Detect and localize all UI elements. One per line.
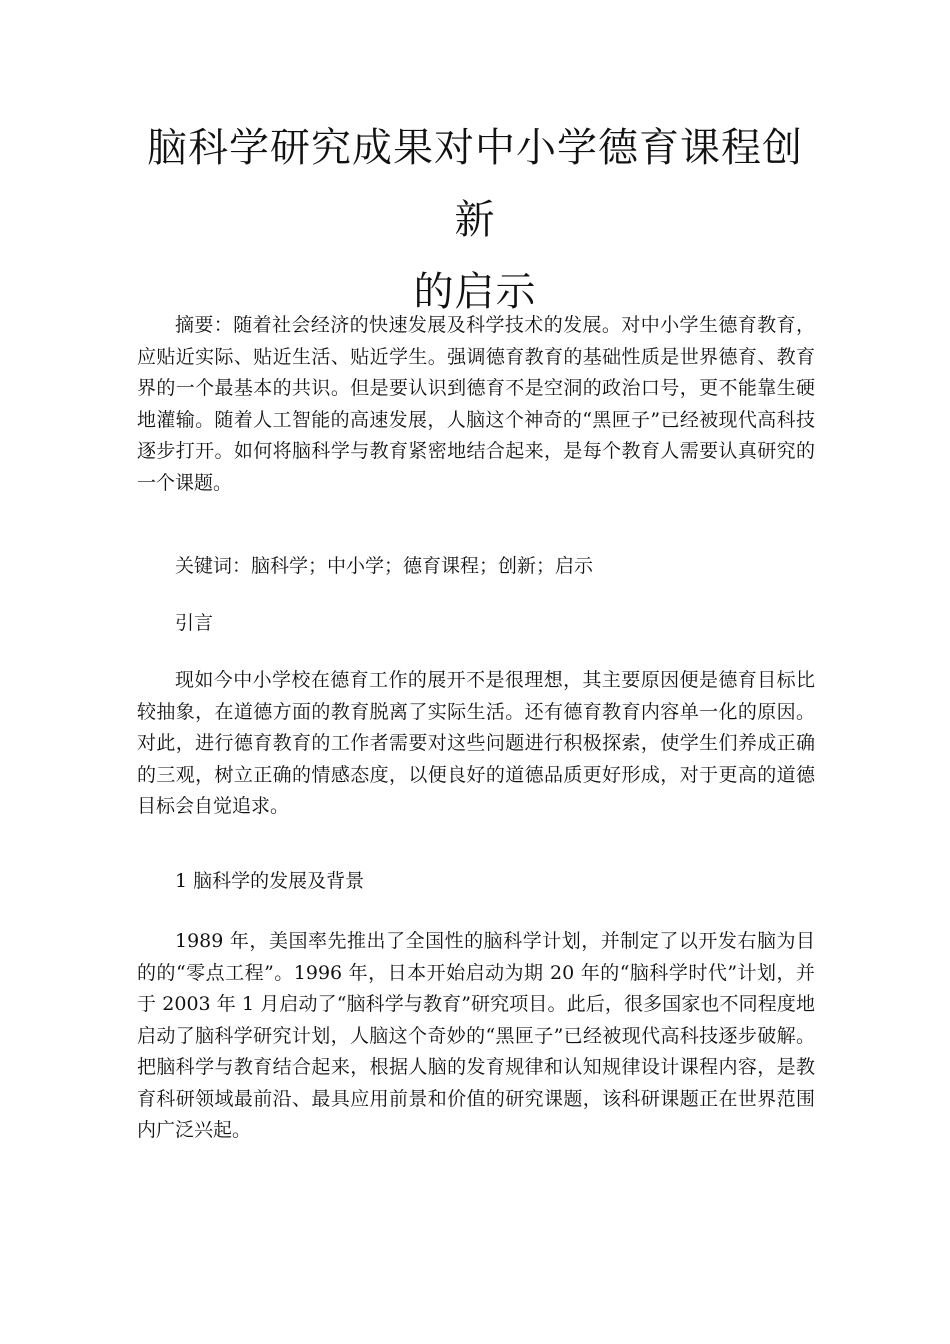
intro-heading: 引言 [175, 612, 214, 634]
title-line-1: 脑科学研究成果对中小学德育课程创新 [147, 125, 803, 243]
intro-paragraph: 现如今中小学校在德育工作的展开不是很理想，其主要原因便是德育目标比较抽象，在道德方面的教育脱离了实际生活。还有德育教育内容单一化的原因。对此，进行德育教育的工作者需要对这些问题进行积极探索，使学生们养成正确的三观，树立正确的情感态度，以便良好的道德品质更好形成，对于更高的道德目标会自觉追求。 [137, 669, 815, 817]
section-1-paragraph: 1989 年，美国率先推出了全国性的脑科学计划，并制定了以开发右脑为目的的“零点工程”。1996 年，日本开始启动为期 20 年的“脑科学时代”计划，并于 2003 年 1 月启动了“脑科学与教育”研究项目。此后，很多国家也不同程度地启动了脑科学研究计划，人脑这个奇妙的“黑匣子”已经被现代高科技逐步破解。把脑科学与教育结合起来，根据人脑的发育规律和认知规律设计课程内容，是教育科研领域最前沿、最具应用前景和价值的研究课题，该科研课题正在世界范围内广泛兴起。 [137, 930, 815, 1141]
section-1-heading: 1 脑科学的发展及背景 [175, 870, 365, 892]
title-line-2: 的启示 [413, 269, 537, 315]
keywords-line: 关键词：脑科学；中小学；德育课程；创新；启示 [175, 555, 594, 577]
document-title [130, 112, 820, 328]
abstract-paragraph: 摘要：随着社会经济的快速发展及科学技术的发展。对中小学生德育教育，应贴近实际、贴近生活、贴近学生。强调德育教育的基础性质是世界德育、教育界的一个最基本的共识。但是要认识到德育不是空洞的政治口号，更不能靠生硬地灌输。随着人工智能的高速发展，人脑这个神奇的“黑匣子”已经被现代高科技逐步打开。如何将脑科学与教育紧密地结合起来，是每个教育人需要认真研究的一个课题。 [137, 314, 815, 494]
